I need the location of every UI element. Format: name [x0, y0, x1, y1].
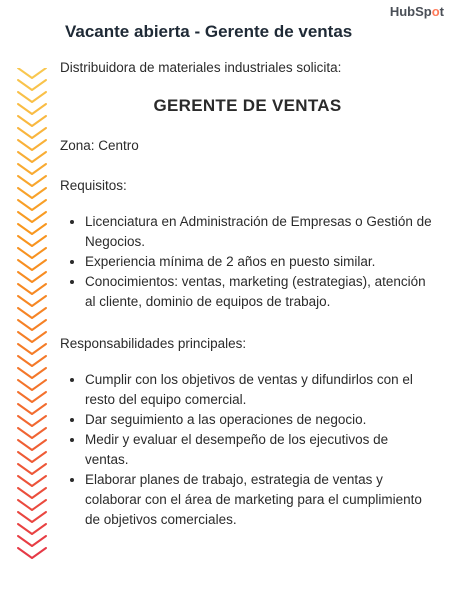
chevron-down-icon: [18, 440, 46, 450]
chevron-down-icon: [18, 224, 46, 234]
chevron-down-icon: [18, 188, 46, 198]
chevron-down-icon: [18, 140, 46, 150]
chevron-down-icon: [18, 416, 46, 426]
chevron-down-icon: [18, 488, 46, 498]
chevron-down-icon: [18, 404, 46, 414]
requirements-list: [60, 212, 435, 312]
chevron-down-icon: [18, 68, 46, 78]
responsibilities-label: Responsabilidades principales:: [60, 336, 247, 351]
page-title: Vacante abierta - Gerente de ventas: [65, 22, 353, 41]
chevron-down-icon: [18, 92, 46, 102]
responsibilities-list: [60, 370, 435, 530]
chevron-down-icon: [18, 80, 46, 90]
chevron-down-icon: [18, 116, 46, 126]
chevron-down-icon: [18, 320, 46, 330]
list-item: • Licenciatura en Administración de Empresas o Gestión de Negocios.: [85, 212, 435, 252]
chevron-down-icon: [18, 284, 46, 294]
chevron-down-icon: [18, 128, 46, 138]
chevron-down-icon: [18, 524, 46, 534]
chevron-decoration: [14, 68, 54, 568]
chevron-down-icon: [18, 464, 46, 474]
chevron-down-icon: [18, 380, 46, 390]
chevron-down-icon: [18, 476, 46, 486]
chevron-down-icon: [18, 212, 46, 222]
chevron-down-icon: [18, 344, 46, 354]
zone-text: Zona: Centro: [60, 138, 139, 153]
chevron-down-icon: [18, 104, 46, 114]
chevron-down-icon: [18, 152, 46, 162]
chevron-down-icon: [18, 296, 46, 306]
chevron-down-icon: [18, 428, 46, 438]
position-heading: GERENTE DE VENTAS: [153, 96, 342, 115]
chevron-down-icon: [18, 332, 46, 342]
hubspot-logo: [390, 4, 444, 19]
logo-suffix: t: [439, 4, 444, 19]
chevron-down-icon: [18, 248, 46, 258]
list-item: • Medir y evaluar el desempeño de los ejecutivos de ventas.: [85, 430, 435, 470]
chevron-down-icon: [18, 392, 46, 402]
chevron-down-icon: [18, 548, 46, 558]
list-item: • Elaborar planes de trabajo, estrategia de ventas y colaborar con el área de marketing para el cumplimiento de objetivos comerciales.: [85, 470, 435, 530]
list-item: • Cumplir con los objetivos de ventas y difundirlos con el resto del equipo comercial.: [85, 370, 435, 410]
logo-dot: o: [431, 4, 440, 19]
chevron-down-icon: [18, 368, 46, 378]
logo-prefix: HubSp: [389, 4, 432, 19]
requirements-label: Requisitos:: [60, 178, 127, 193]
posting-body: [60, 58, 435, 552]
list-item: • Dar seguimiento a las operaciones de negocio.: [85, 410, 435, 430]
chevron-down-icon: [18, 236, 46, 246]
chevron-down-icon: [18, 260, 46, 270]
chevron-down-icon: [18, 356, 46, 366]
chevron-down-icon: [18, 536, 46, 546]
chevron-down-icon: [18, 272, 46, 282]
intro-text: Distribuidora de materiales industriales solicita:: [60, 60, 342, 75]
list-item: • Experiencia mínima de 2 años en puesto similar.: [85, 252, 435, 272]
chevron-down-icon: [18, 200, 46, 210]
chevron-down-icon: [18, 512, 46, 522]
chevron-down-icon: [18, 164, 46, 174]
list-item: • Conocimientos: ventas, marketing (estrategias), atención al cliente, dominio de equipos de trabajo.: [85, 272, 435, 312]
chevron-down-icon: [18, 176, 46, 186]
chevron-down-icon: [18, 308, 46, 318]
chevron-down-icon: [18, 500, 46, 510]
chevron-down-icon: [18, 452, 46, 462]
